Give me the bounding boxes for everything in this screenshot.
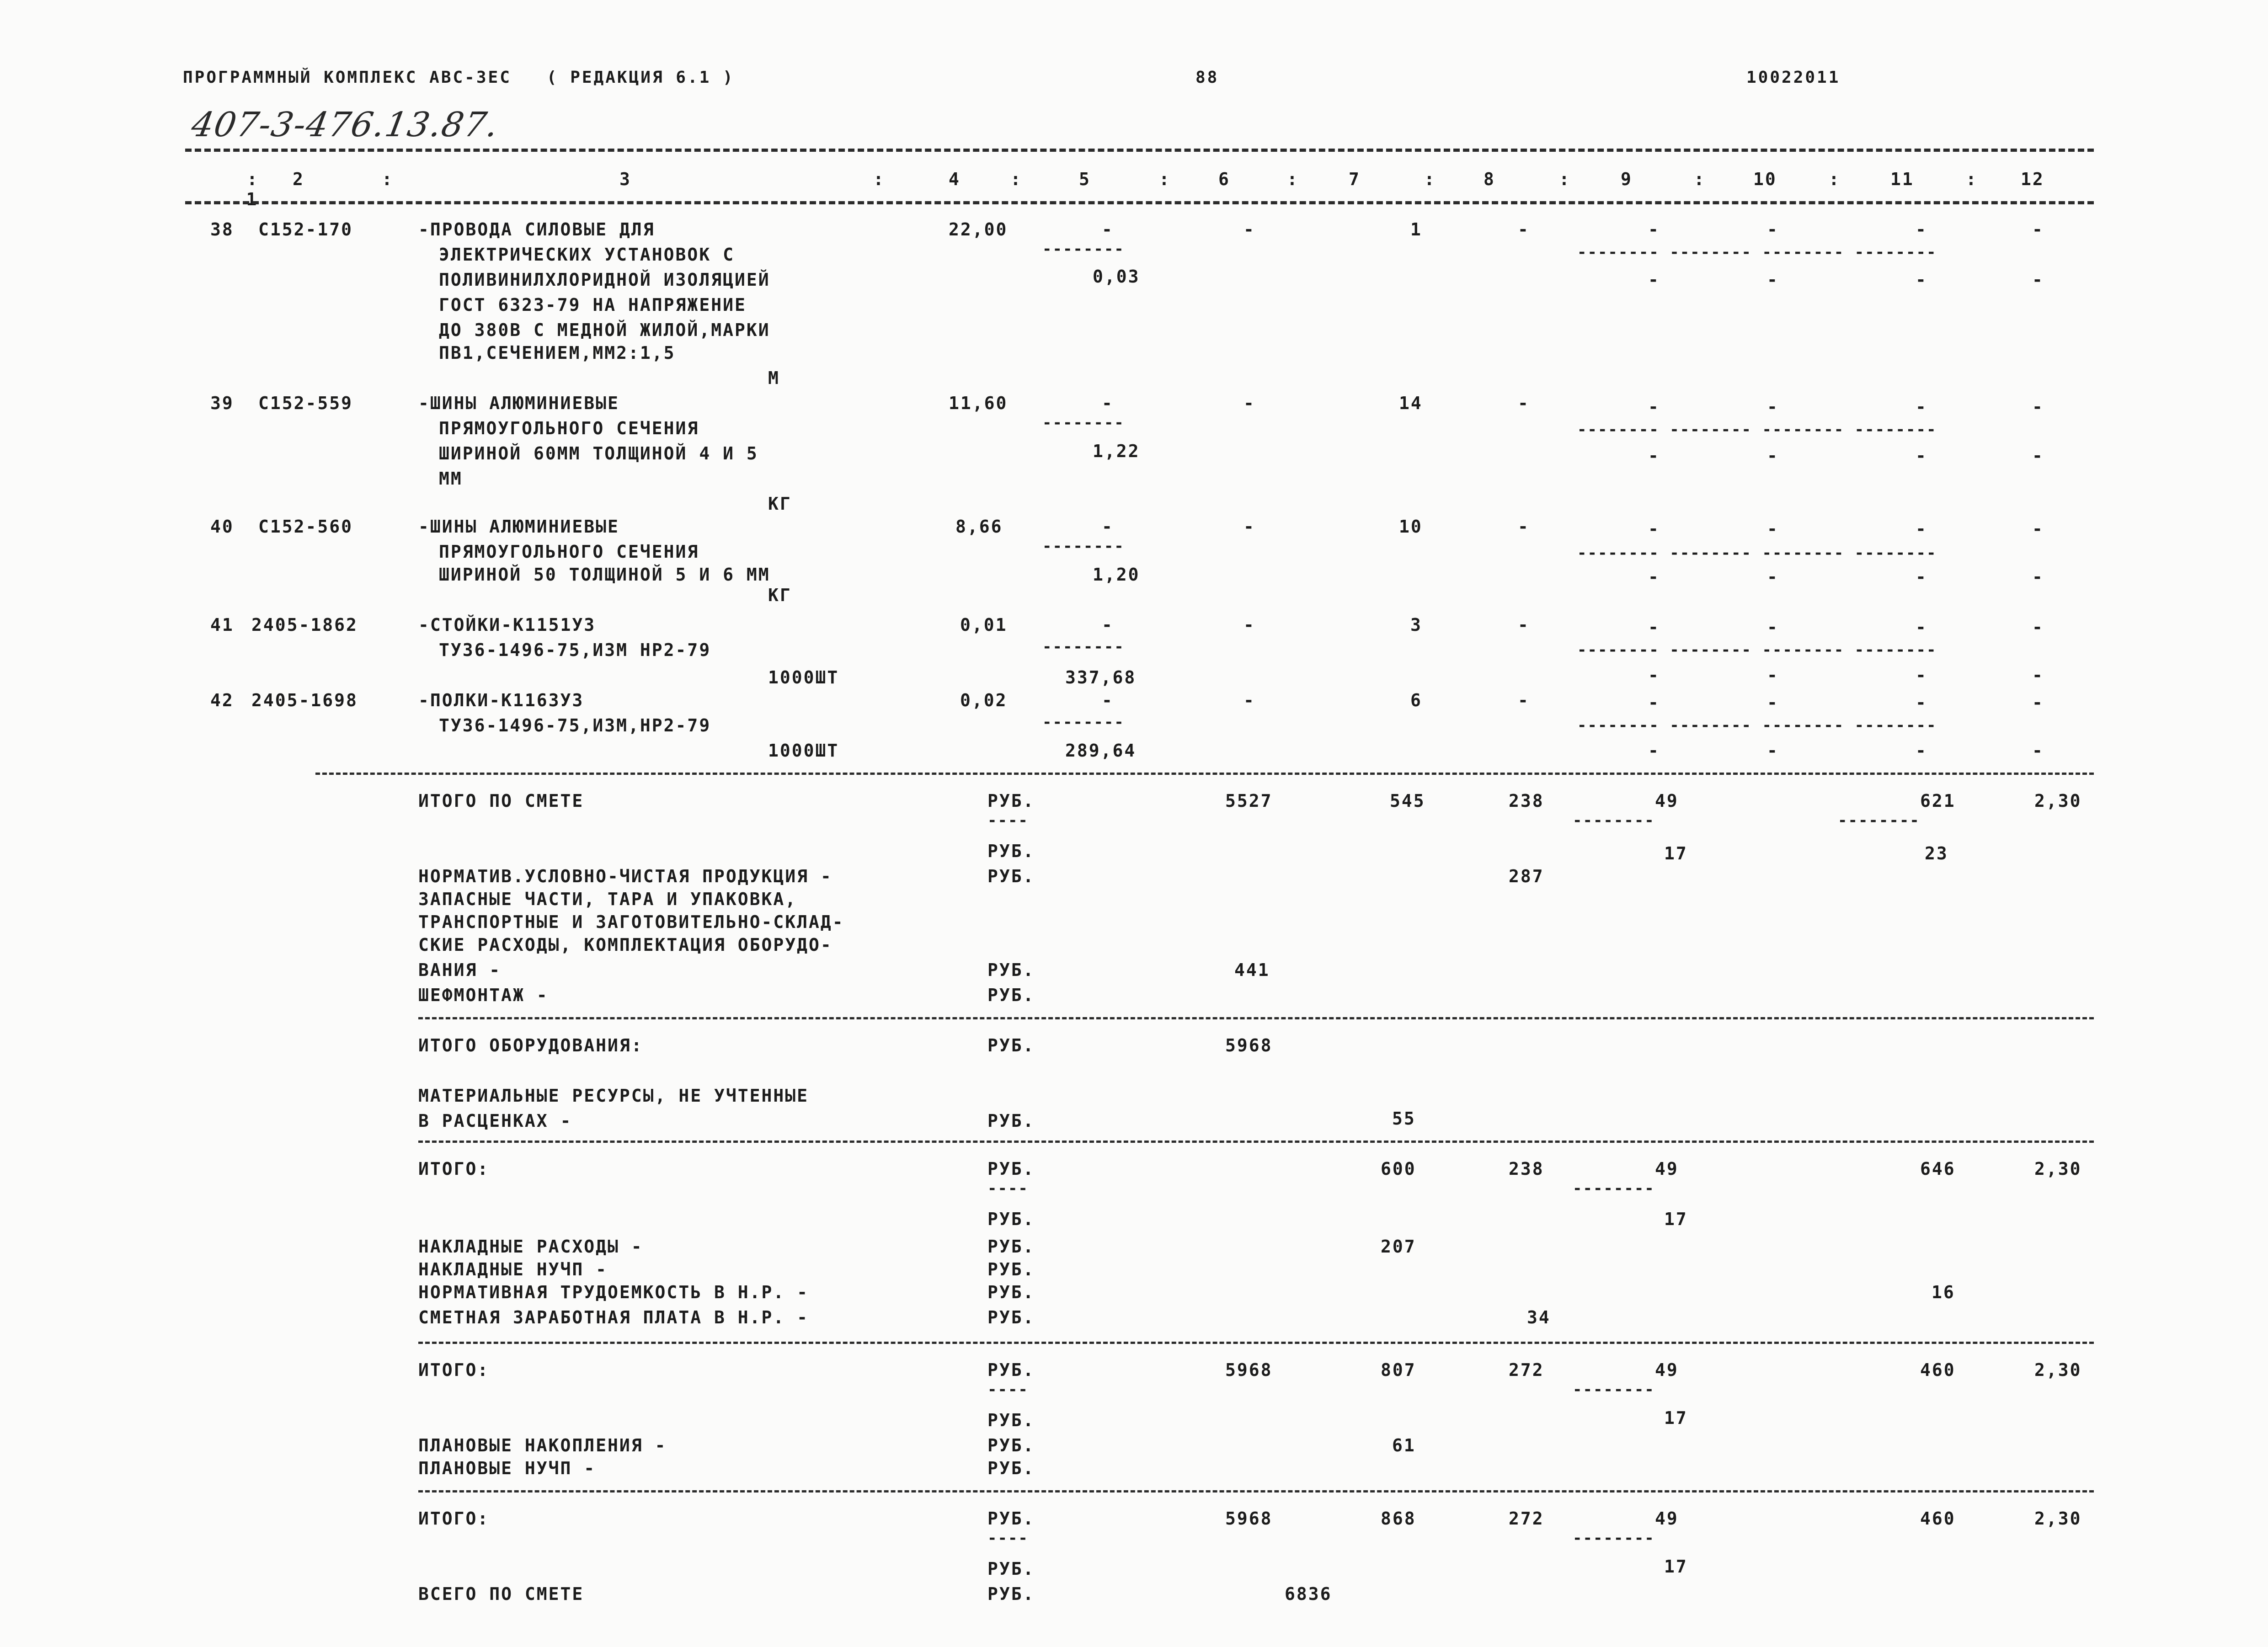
itogo-obor-c6: 5968 <box>1225 1035 1273 1055</box>
row-c10: - <box>1767 519 1779 539</box>
row-number: 42 <box>210 690 234 710</box>
row-c11-b: - <box>1916 446 1927 466</box>
itogo1-unit: РУБ. <box>987 1209 1035 1229</box>
row-c7: 6 <box>1410 690 1422 710</box>
row-c7: 10 <box>1399 517 1423 537</box>
row-c9-b: - <box>1648 741 1660 761</box>
row-desc-line: ПРЯМОУГОЛЬНОГО СЕЧЕНИЯ <box>439 418 699 438</box>
col-5: 5 <box>1079 169 1091 189</box>
row-c10-b: - <box>1767 446 1779 466</box>
row-unit: КГ <box>768 585 792 605</box>
row-c9: - <box>1648 219 1660 240</box>
row-code: 2405-1862 <box>251 615 358 635</box>
row-c6: - <box>1243 393 1255 413</box>
row-c7: 3 <box>1410 615 1422 635</box>
itogo3-label: ИТОГО: <box>418 1508 490 1529</box>
row-c10-b: - <box>1767 270 1779 290</box>
vsego-c6: 6836 <box>1285 1584 1332 1604</box>
row-number: 41 <box>210 615 234 635</box>
row-desc-line: ТУ36-1496-75,ИЗМ НР2-79 <box>439 640 711 660</box>
summary-rule <box>315 773 2094 775</box>
itogo1-c12: 2,30 <box>2034 1159 2082 1179</box>
nakl-unit: РУБ. <box>987 1237 1035 1257</box>
row-c11-b: - <box>1916 567 1927 587</box>
row-desc-line: ТУ36-1496-75,ИЗМ,НР2-79 <box>439 715 711 736</box>
c11-sep: -------- <box>1838 811 1920 830</box>
row-c9-b: - <box>1648 270 1660 290</box>
row-unit: КГ <box>768 494 792 514</box>
row-c8: - <box>1518 690 1530 710</box>
row-c9: - <box>1648 519 1660 539</box>
row-sep-9-12: -------- -------- -------- -------- <box>1577 716 1937 735</box>
row-c5: - <box>1102 393 1114 413</box>
row-desc-line: ШИРИНОЙ 60ММ ТОЛЩИНОЙ 4 И 5 <box>439 443 758 464</box>
row-c5-sep: -------- <box>1042 240 1125 258</box>
row-c11: - <box>1916 519 1927 539</box>
zap-unit: РУБ. <box>987 960 1035 980</box>
row-c11-b: - <box>1916 665 1927 685</box>
nakl-c11: 16 <box>1932 1282 1955 1302</box>
row-c9: - <box>1648 397 1660 417</box>
norm-c8: 287 <box>1509 866 1544 886</box>
itogo2-c11: 460 <box>1920 1360 1956 1380</box>
norm-label: НОРМАТИВ.УСЛОВНО-ЧИСТАЯ ПРОДУКЦИЯ - <box>418 866 832 886</box>
plan-label: ПЛАНОВЫЕ НАКОПЛЕНИЯ - <box>418 1435 667 1455</box>
row-number: 39 <box>210 393 234 413</box>
document-code: 10022011 <box>1746 68 1841 87</box>
row-c12-b: - <box>2032 665 2044 685</box>
itogo1-label: ИТОГО: <box>418 1159 490 1179</box>
row-c10: - <box>1767 617 1779 637</box>
col-8: 8 <box>1484 169 1495 189</box>
program-title: ПРОГРАММНЫЙ КОМПЛЕКС АВС-3ЕС ( РЕДАКЦИЯ 6.1 ) <box>183 68 735 87</box>
mat-line: МАТЕРИАЛЬНЫЕ РЕСУРСЫ, НЕ УЧТЕННЫЕ <box>418 1086 809 1106</box>
col-2: 2 <box>293 169 304 189</box>
row-c7: 14 <box>1399 393 1423 413</box>
row-c10: - <box>1767 693 1779 713</box>
row-unit: М <box>768 368 780 388</box>
plan-c7: 61 <box>1392 1435 1416 1455</box>
row-c12-b: - <box>2032 567 2044 587</box>
row-c12: - <box>2032 519 2044 539</box>
col-sep-5: : <box>1159 169 1171 189</box>
nakl-unit: РУБ. <box>987 1307 1035 1327</box>
row-qty: 22,00 <box>949 219 1008 240</box>
vsego-label: ВСЕГО ПО СМЕТЕ <box>418 1584 584 1604</box>
col-12: 12 <box>2021 169 2044 189</box>
col-sep-4: : <box>1010 169 1022 189</box>
row-c11-b: - <box>1916 741 1927 761</box>
zap-line: СКИЕ РАСХОДЫ, КОМПЛЕКТАЦИЯ ОБОРУДО- <box>418 935 832 955</box>
plan-label: ПЛАНОВЫЕ НУЧП - <box>418 1458 596 1478</box>
c9-sep: -------- <box>1573 811 1655 830</box>
summary-rule <box>418 1342 2094 1344</box>
row-desc-line: ШИРИНОЙ 50 ТОЛЩИНОЙ 5 И 6 ММ <box>439 565 770 585</box>
row-qty: 0,01 <box>960 615 1008 635</box>
shef-unit: РУБ. <box>987 985 1035 1005</box>
row-desc-line: ЭЛЕКТРИЧЕСКИХ УСТАНОВОК С <box>439 245 735 265</box>
row-c10-b: - <box>1767 567 1779 587</box>
summary-c11-b: 23 <box>1925 843 1948 863</box>
summary-c6: 5527 <box>1225 791 1273 811</box>
itogo2-c12: 2,30 <box>2034 1360 2082 1380</box>
itogo1-c7: 600 <box>1381 1159 1416 1179</box>
page-number: 88 <box>1195 68 1219 87</box>
col-sep-10: : <box>1829 169 1841 189</box>
row-c6: - <box>1243 219 1255 240</box>
row-c11: - <box>1916 693 1927 713</box>
col-9: 9 <box>1621 169 1633 189</box>
c9-sep: -------- <box>1573 1179 1655 1198</box>
row-qty: 8,66 <box>955 517 1003 537</box>
row-code: С152-170 <box>258 219 353 240</box>
row-c9-b: - <box>1648 665 1660 685</box>
row-desc-line: -ПОЛКИ-К1163У3 <box>418 690 584 710</box>
row-c5-unit: 1,22 <box>1093 441 1140 461</box>
zap-c6: 441 <box>1234 960 1270 980</box>
row-desc-line: ПРЯМОУГОЛЬНОГО СЕЧЕНИЯ <box>439 542 699 562</box>
summary-c9-b: 17 <box>1664 843 1688 863</box>
row-sep-9-12: -------- -------- -------- -------- <box>1577 641 1937 659</box>
nakl-label: НОРМАТИВНАЯ ТРУДОЕМКОСТЬ В Н.Р. - <box>418 1282 809 1302</box>
summary-c8: 238 <box>1509 791 1544 811</box>
summary-c7: 545 <box>1390 791 1425 811</box>
mat-line: В РАСЦЕНКАХ - <box>418 1111 572 1131</box>
itogo2-c7: 807 <box>1381 1360 1416 1380</box>
col-sep-2: : <box>382 169 394 189</box>
row-c5-unit: 0,03 <box>1093 267 1140 287</box>
header-bottom-rule <box>185 201 2094 204</box>
col-1: 1 <box>246 189 258 209</box>
itogo3-c6: 5968 <box>1225 1508 1273 1529</box>
row-c6: - <box>1243 517 1255 537</box>
row-c12-b: - <box>2032 741 2044 761</box>
row-code: С152-559 <box>258 393 353 413</box>
nakl-unit: РУБ. <box>987 1282 1035 1302</box>
row-desc-line: ПОЛИВИНИЛХЛОРИДНОЙ ИЗОЛЯЦИЕЙ <box>439 270 770 290</box>
row-c12-b: - <box>2032 446 2044 466</box>
itogo3-c9-b: 17 <box>1664 1556 1688 1577</box>
row-c11-b: - <box>1916 270 1927 290</box>
itogo-obor-unit: РУБ. <box>987 1035 1035 1055</box>
row-c5: - <box>1102 219 1114 240</box>
itogo3-unit: РУБ. <box>987 1559 1035 1579</box>
row-c5: - <box>1102 690 1114 710</box>
c9-sep: -------- <box>1573 1529 1655 1547</box>
row-c5-unit: 337,68 <box>1065 667 1137 688</box>
nakl-label: НАКЛАДНЫЕ РАСХОДЫ - <box>418 1237 643 1257</box>
c9-sep: -------- <box>1573 1380 1655 1399</box>
unit-sep: ---- <box>987 1179 1029 1198</box>
summary-c9: 49 <box>1655 791 1679 811</box>
row-c8: - <box>1518 517 1530 537</box>
row-desc-line: ПВ1,СЕЧЕНИЕМ,ММ2:1,5 <box>439 343 676 363</box>
row-c12-b: - <box>2032 270 2044 290</box>
unit-sep: ---- <box>987 811 1029 830</box>
zap-line: ВАНИЯ - <box>418 960 502 980</box>
shef-label: ШЕФМОНТАЖ - <box>418 985 549 1005</box>
row-unit: 1000ШТ <box>768 741 839 761</box>
row-c12: - <box>2032 397 2044 417</box>
mat-unit: РУБ. <box>987 1111 1035 1131</box>
itogo2-unit: РУБ. <box>987 1410 1035 1430</box>
row-c12: - <box>2032 219 2044 240</box>
row-c10-b: - <box>1767 741 1779 761</box>
row-desc-line: -ПРОВОДА СИЛОВЫЕ ДЛЯ <box>418 219 655 240</box>
itogo1-c9-b: 17 <box>1664 1209 1688 1229</box>
handwritten-project-number: 407-3-476.13.87. <box>188 105 502 144</box>
col-10: 10 <box>1753 169 1777 189</box>
row-c9-b: - <box>1648 567 1660 587</box>
row-sep-9-12: -------- -------- -------- -------- <box>1577 421 1937 439</box>
row-number: 38 <box>210 219 234 240</box>
itogo2-c6: 5968 <box>1225 1360 1273 1380</box>
row-c6: - <box>1243 690 1255 710</box>
itogo1-unit: РУБ. <box>987 1159 1035 1179</box>
vsego-unit: РУБ. <box>987 1584 1035 1604</box>
row-c5-unit: 1,20 <box>1093 565 1140 585</box>
row-c6: - <box>1243 615 1255 635</box>
summary-c11: 621 <box>1920 791 1956 811</box>
plan-unit: РУБ. <box>987 1458 1035 1478</box>
row-desc-line: ГОСТ 6323-79 НА НАПРЯЖЕНИЕ <box>439 295 747 315</box>
itogo3-unit: РУБ. <box>987 1508 1035 1529</box>
summary-label: ИТОГО ПО СМЕТЕ <box>418 791 584 811</box>
col-sep-3: : <box>873 169 885 189</box>
row-c10-b: - <box>1767 665 1779 685</box>
col-4: 4 <box>949 169 961 189</box>
nakl-c7: 207 <box>1381 1237 1416 1257</box>
itogo3-c11: 460 <box>1920 1508 1956 1529</box>
row-c8: - <box>1518 219 1530 240</box>
row-c5-sep: -------- <box>1042 638 1125 656</box>
col-11: 11 <box>1890 169 1914 189</box>
col-sep-11: : <box>1966 169 1978 189</box>
col-6: 6 <box>1218 169 1230 189</box>
header-top-rule <box>185 149 2094 152</box>
row-c7: 1 <box>1410 219 1422 240</box>
itogo1-c8: 238 <box>1509 1159 1544 1179</box>
row-c5: - <box>1102 615 1114 635</box>
summary-unit: РУБ. <box>987 841 1035 861</box>
row-qty: 0,02 <box>960 690 1008 710</box>
itogo3-c8: 272 <box>1509 1508 1544 1529</box>
row-c9: - <box>1648 617 1660 637</box>
itogo3-c7: 868 <box>1381 1508 1416 1529</box>
col-sep-8: : <box>1559 169 1571 189</box>
unit-sep: ---- <box>987 1529 1029 1547</box>
zap-line: ТРАНСПОРТНЫЕ И ЗАГОТОВИТЕЛЬНО-СКЛАД- <box>418 912 844 932</box>
row-qty: 11,60 <box>949 393 1008 413</box>
row-c5-unit: 289,64 <box>1065 741 1137 761</box>
row-c8: - <box>1518 393 1530 413</box>
row-c5: - <box>1102 517 1114 537</box>
itogo2-c8: 272 <box>1509 1360 1544 1380</box>
row-unit: 1000ШТ <box>768 667 839 688</box>
summary-unit: РУБ. <box>987 791 1035 811</box>
row-desc-line: -СТОЙКИ-К1151У3 <box>418 615 596 635</box>
summary-rule <box>418 1141 2094 1143</box>
row-c12: - <box>2032 617 2044 637</box>
col-sep-7: : <box>1424 169 1436 189</box>
col-7: 7 <box>1349 169 1361 189</box>
col-sep-9: : <box>1694 169 1706 189</box>
row-sep-9-12: -------- -------- -------- -------- <box>1577 544 1937 562</box>
summary-rule <box>418 1017 2094 1019</box>
nakl-c8: 34 <box>1527 1307 1551 1327</box>
row-c9: - <box>1648 693 1660 713</box>
row-c10: - <box>1767 397 1779 417</box>
row-c11: - <box>1916 617 1927 637</box>
row-c8: - <box>1518 615 1530 635</box>
nakl-unit: РУБ. <box>987 1259 1035 1279</box>
row-c5-sep: -------- <box>1042 713 1125 731</box>
row-c5-sep: -------- <box>1042 414 1125 432</box>
plan-unit: РУБ. <box>987 1435 1035 1455</box>
itogo1-c11: 646 <box>1920 1159 1956 1179</box>
row-c11: - <box>1916 397 1927 417</box>
itogo-obor-label: ИТОГО ОБОРУДОВАНИЯ: <box>418 1035 643 1055</box>
row-c11: - <box>1916 219 1927 240</box>
row-c5-sep: -------- <box>1042 537 1125 555</box>
unit-sep: ---- <box>987 1380 1029 1399</box>
row-c10: - <box>1767 219 1779 240</box>
itogo2-c9: 49 <box>1655 1360 1679 1380</box>
nakl-label: СМЕТНАЯ ЗАРАБОТНАЯ ПЛАТА В Н.Р. - <box>418 1307 809 1327</box>
summary-c12: 2,30 <box>2034 791 2082 811</box>
row-number: 40 <box>210 517 234 537</box>
mat-c7: 55 <box>1392 1109 1416 1129</box>
row-c12: - <box>2032 693 2044 713</box>
row-desc-line: -ШИНЫ АЛЮМИНИЕВЫЕ <box>418 393 619 413</box>
row-desc-line: -ШИНЫ АЛЮМИНИЕВЫЕ <box>418 517 619 537</box>
row-code: С152-560 <box>258 517 353 537</box>
zap-line: ЗАПАСНЫЕ ЧАСТИ, ТАРА И УПАКОВКА, <box>418 889 797 909</box>
itogo3-c9: 49 <box>1655 1508 1679 1529</box>
col-sep-6: : <box>1287 169 1299 189</box>
row-desc-line: ММ <box>439 469 463 489</box>
row-c9-b: - <box>1648 446 1660 466</box>
itogo2-label: ИТОГО: <box>418 1360 490 1380</box>
norm-unit: РУБ. <box>987 866 1035 886</box>
nakl-label: НАКЛАДНЫЕ НУЧП - <box>418 1259 608 1279</box>
itogo1-c9: 49 <box>1655 1159 1679 1179</box>
itogo3-c12: 2,30 <box>2034 1508 2082 1529</box>
itogo2-unit: РУБ. <box>987 1360 1035 1380</box>
row-code: 2405-1698 <box>251 690 358 710</box>
summary-rule <box>418 1490 2094 1492</box>
row-sep-9-12: -------- -------- -------- -------- <box>1577 243 1937 261</box>
itogo2-c9-b: 17 <box>1664 1408 1688 1428</box>
col-3: 3 <box>619 169 631 189</box>
row-desc-line: ДО 380В С МЕДНОЙ ЖИЛОЙ,МАРКИ <box>439 320 770 340</box>
col-sep-1: : <box>247 169 259 189</box>
